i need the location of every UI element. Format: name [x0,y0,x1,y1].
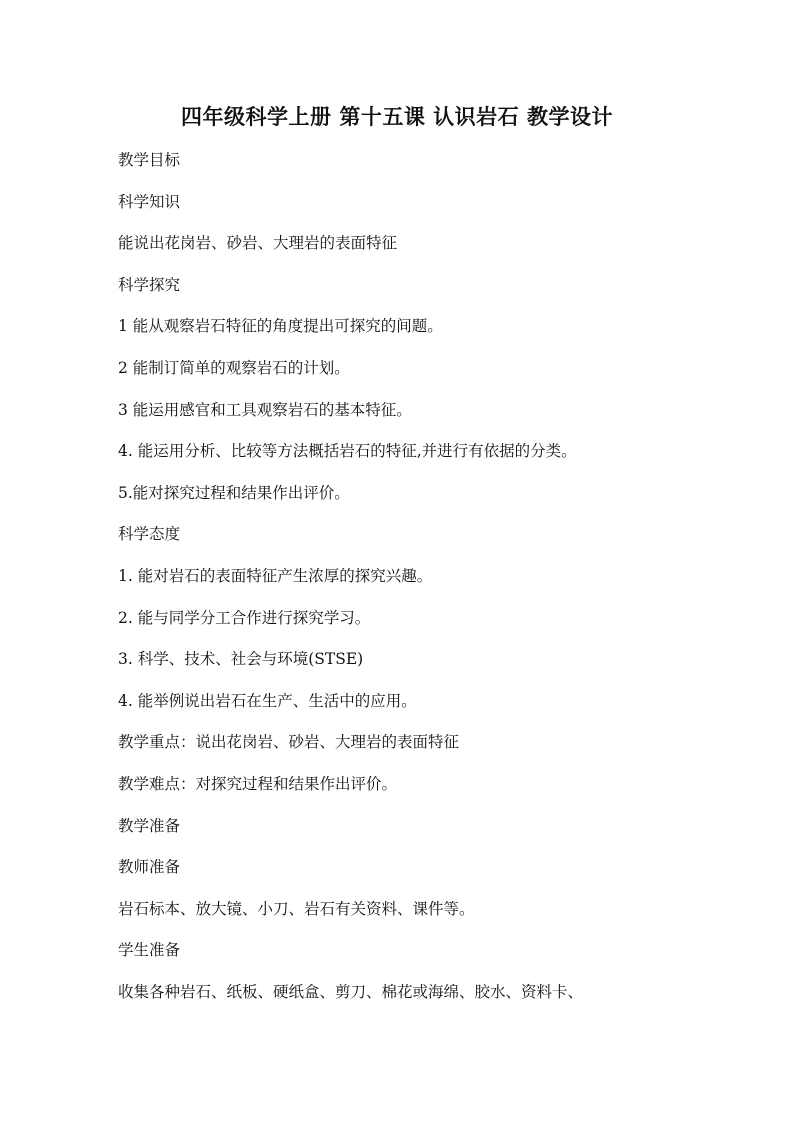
page-title: 四年级科学上册 第十五课 认识岩石 教学设计 [181,104,613,129]
paragraph-line: 能说出花岗岩、砂岩、大理岩的表面特征 [118,234,398,253]
list-item: 4. 能运用分析、比较等方法概括岩石的特征,并进行有依据的分类。 [118,442,577,461]
paragraph-line: 收集各种岩石、纸板、硬纸盒、剪刀、棉花或海绵、胶水、资料卡、 [118,982,584,1001]
section-heading-teaching-goals: 教学目标 [118,151,181,169]
teaching-key-point: 教学重点：说出花岗岩、砂岩、大理岩的表面特征 [118,733,460,752]
subheading-science-knowledge: 科学知识 [118,192,181,211]
subheading-science-attitude: 科学态度 [118,525,181,544]
list-item: 1. 能对岩石的表面特征产生浓厚的探究兴趣。 [118,566,433,585]
list-item: 3 能运用感官和工具观察岩石的基本特征。 [118,400,412,419]
list-item: 3. 科学、技术、社会与环境(STSE) [118,650,364,669]
paragraph-line: 岩石标本、放大镜、小刀、岩石有关资料、课件等。 [118,899,475,918]
subheading-teacher-preparation: 教师准备 [118,858,181,877]
list-item: 2 能制订简单的观察岩石的计划。 [118,358,350,377]
subheading-student-preparation: 学生准备 [118,941,181,960]
subheading-science-inquiry: 科学探究 [118,275,181,294]
teaching-difficulty: 教学难点：对探究过程和结果作出评价。 [118,774,398,793]
document-body [118,146,718,1019]
list-item: 4. 能举例说出岩石在生产、生活中的应用。 [118,691,417,710]
section-heading-teaching-preparation: 教学准备 [118,816,181,835]
list-item: 1 能从观察岩石特征的角度提出可探究的间题。 [118,317,443,336]
list-item: 2. 能与同学分工合作进行探究学习。 [118,608,371,627]
list-item: 5.能对探究过程和结果作出评价。 [118,483,350,502]
